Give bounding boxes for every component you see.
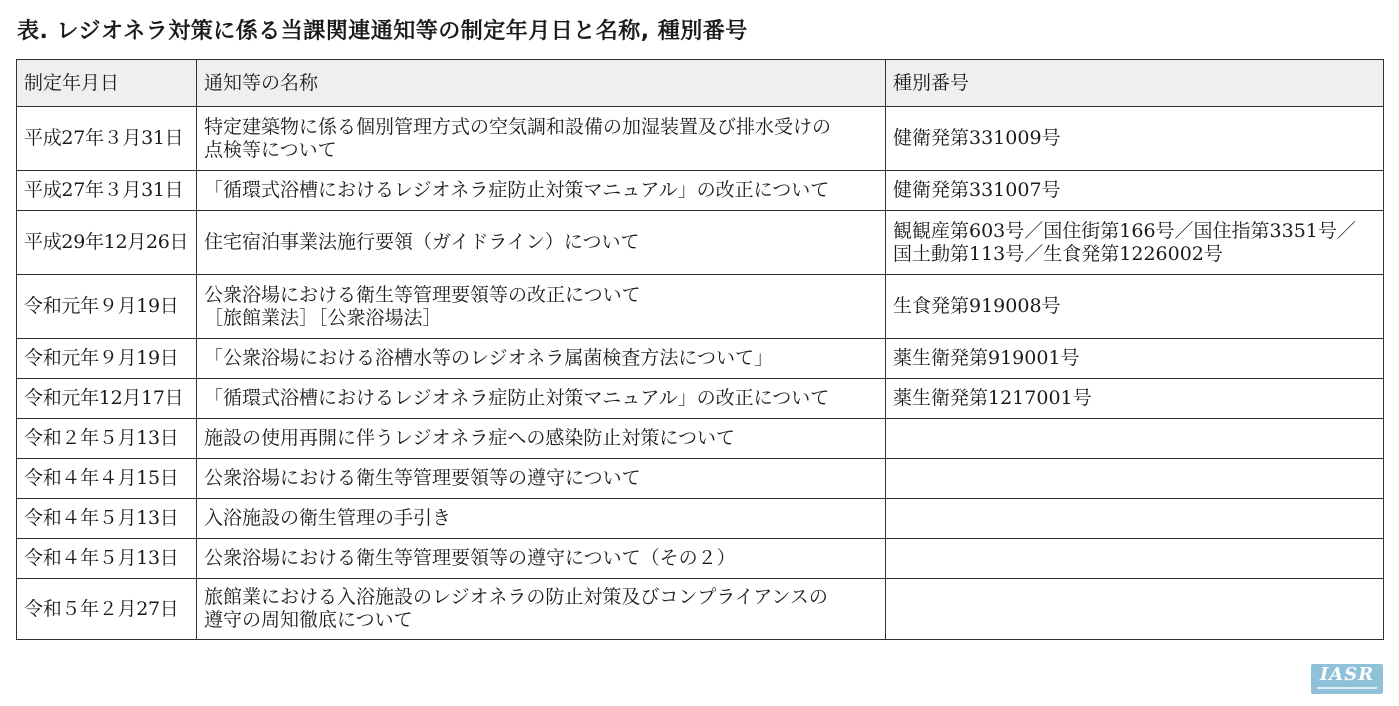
- iasr-logo-text: IASR: [1319, 664, 1375, 685]
- cell-name: 「循環式浴槽におけるレジオネラ症防止対策マニュアル」の改正について: [197, 379, 886, 419]
- cell-name: 旅館業における入浴施設のレジオネラの防止対策及びコンプライアンスの 遵守の周知徹底について: [197, 579, 886, 640]
- cell-date: 令和元年９月19日: [17, 275, 197, 339]
- cell-date: 平成27年３月31日: [17, 107, 197, 171]
- table-row: [17, 339, 1384, 379]
- cell-number: [886, 459, 1384, 499]
- cell-date: 令和４年５月13日: [17, 539, 197, 579]
- table-row: [17, 171, 1384, 211]
- cell-name: 公衆浴場における衛生等管理要領等の改正について ［旅館業法］［公衆浴場法］: [197, 275, 886, 339]
- cell-date: 平成29年12月26日: [17, 211, 197, 275]
- iasr-logo: [1311, 664, 1383, 694]
- cell-number: [886, 419, 1384, 459]
- cell-number: 生食発第919008号: [886, 275, 1384, 339]
- table-header-row: [17, 60, 1384, 107]
- cell-name: 「公衆浴場における浴槽水等のレジオネラ属菌検査方法について」: [197, 339, 886, 379]
- table-row: [17, 107, 1384, 171]
- cell-name: 特定建築物に係る個別管理方式の空気調和設備の加湿装置及び排水受けの 点検等について: [197, 107, 886, 171]
- cell-name: 「循環式浴槽におけるレジオネラ症防止対策マニュアル」の改正について: [197, 171, 886, 211]
- table-row: [17, 211, 1384, 275]
- cell-name: 公衆浴場における衛生等管理要領等の遵守について（その２）: [197, 539, 886, 579]
- cell-date: 令和４年５月13日: [17, 499, 197, 539]
- cell-number: [886, 539, 1384, 579]
- cell-name: 公衆浴場における衛生等管理要領等の遵守について: [197, 459, 886, 499]
- table-row: [17, 379, 1384, 419]
- cell-name: 入浴施設の衛生管理の手引き: [197, 499, 886, 539]
- cell-name: 住宅宿泊事業法施行要領（ガイドライン）について: [197, 211, 886, 275]
- table-row: [17, 419, 1384, 459]
- cell-number: 健衛発第331007号: [886, 171, 1384, 211]
- cell-date: 令和元年12月17日: [17, 379, 197, 419]
- table-row: [17, 499, 1384, 539]
- cell-date: 令和２年５月13日: [17, 419, 197, 459]
- cell-number: 観観産第603号／国住街第166号／国住指第3351号／ 国土動第113号／生食発第1226002号: [886, 211, 1384, 275]
- cell-date: 平成27年３月31日: [17, 171, 197, 211]
- cell-date: 令和元年９月19日: [17, 339, 197, 379]
- header-name: 通知等の名称: [197, 60, 886, 107]
- table-title: 表. レジオネラ対策に係る当課関連通知等の制定年月日と名称, 種別番号: [17, 19, 748, 44]
- table-row: [17, 459, 1384, 499]
- table-row: [17, 275, 1384, 339]
- cell-name: 施設の使用再開に伴うレジオネラ症への感染防止対策について: [197, 419, 886, 459]
- table-row: [17, 579, 1384, 640]
- cell-date: 令和４年４月15日: [17, 459, 197, 499]
- iasr-logo-subline: [1317, 687, 1377, 689]
- notice-table: [16, 59, 1384, 640]
- cell-number: [886, 499, 1384, 539]
- cell-number: 薬生衛発第1217001号: [886, 379, 1384, 419]
- table-row: [17, 539, 1384, 579]
- cell-date: 令和５年２月27日: [17, 579, 197, 640]
- cell-number: 薬生衛発第919001号: [886, 339, 1384, 379]
- cell-number: [886, 579, 1384, 640]
- cell-number: 健衛発第331009号: [886, 107, 1384, 171]
- header-number: 種別番号: [886, 60, 1384, 107]
- header-date: 制定年月日: [17, 60, 197, 107]
